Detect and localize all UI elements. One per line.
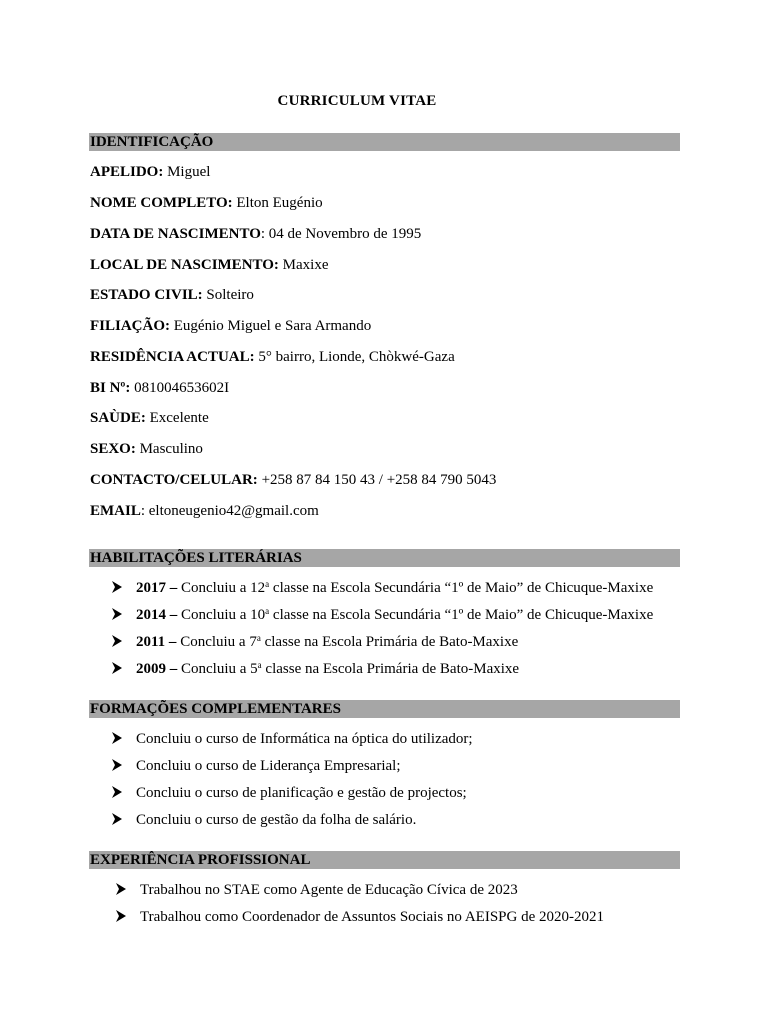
field-value: Excelente (145, 410, 209, 426)
item-text: Concluiu o curso de Informática na óptica do utilizador; (136, 731, 473, 747)
item-text: classe na Escola Primária de Bato-Maxixe (261, 661, 520, 677)
list-item (112, 633, 518, 651)
arrow-bullet-icon (112, 813, 122, 825)
section-heading-habilitacoes: HABILITAÇÕES LITERÁRIAS (89, 549, 680, 567)
field-data-nascimento (90, 225, 421, 243)
arrow-bullet-icon (112, 581, 122, 593)
section-heading-identificacao: IDENTIFICAÇÃO (89, 133, 680, 151)
field-label: FILIAÇÃO: (90, 318, 171, 334)
list-item (116, 908, 604, 926)
field-local-nascimento (90, 256, 329, 274)
field-label: LOCAL DE NASCIMENTO: (90, 257, 279, 273)
field-value: : 04 de Novembro de 1995 (260, 226, 422, 242)
field-label: SEXO: (90, 441, 136, 457)
arrow-bullet-icon (112, 635, 122, 647)
item-year: 2017 – (136, 580, 178, 596)
field-value: 5° bairro, Lionde, Chòkwé-Gaza (254, 349, 455, 365)
section-heading-experiencia: EXPERIÊNCIA PROFISSIONAL (89, 851, 680, 869)
field-label: DATA DE NASCIMENTO (90, 226, 261, 242)
field-email (90, 502, 319, 520)
section-heading-formacoes: FORMAÇÕES COMPLEMENTARES (89, 700, 680, 718)
field-label: EMAIL (90, 503, 141, 519)
field-value: Solteiro (202, 287, 254, 303)
item-text: classe na Escola Secundária “1º de Maio” de Chicuque-Maxixe (269, 607, 654, 623)
item-text: Concluiu o curso de gestão da folha de salário. (136, 812, 417, 828)
field-nome-completo (90, 194, 323, 212)
arrow-bullet-icon (112, 759, 122, 771)
list-item (116, 881, 518, 899)
field-saude (90, 409, 209, 427)
item-text: Concluiu a 10 (177, 607, 266, 623)
field-value: Miguel (163, 164, 211, 180)
item-text: Concluiu a 5 (177, 661, 258, 677)
field-label: APELIDO: (90, 164, 164, 180)
field-sexo (90, 440, 203, 458)
arrow-bullet-icon (116, 910, 126, 922)
field-value: Maxixe (278, 257, 329, 273)
field-label: CONTACTO/CELULAR: (90, 472, 258, 488)
field-value: Eugénio Miguel e Sara Armando (170, 318, 372, 334)
field-filiacao (90, 317, 371, 335)
field-value: Elton Eugénio (232, 195, 323, 211)
item-text: Trabalhou como Coordenador de Assuntos Sociais no AEISPG de 2020-2021 (140, 909, 605, 925)
arrow-bullet-icon (116, 883, 126, 895)
item-superscript: a (257, 660, 262, 670)
field-residencia (90, 348, 455, 366)
list-item (112, 730, 473, 748)
item-text: Concluiu o curso de Liderança Empresarial; (136, 758, 401, 774)
field-label: NOME COMPLETO: (90, 195, 233, 211)
field-value: 081004653602I (130, 380, 230, 396)
list-item (112, 811, 416, 829)
field-apelido (90, 163, 210, 181)
item-text: Concluiu a 7 (176, 634, 257, 650)
item-text: Concluiu o curso de planificação e gestão de projectos; (136, 785, 467, 801)
list-item (112, 660, 519, 678)
field-value: Masculino (135, 441, 203, 457)
item-superscript: a (265, 606, 270, 616)
item-text: Concluiu a 12 (177, 580, 266, 596)
field-bi (90, 379, 229, 397)
item-text: Trabalhou no STAE como Agente de Educação Cívica de 2023 (140, 882, 518, 898)
document-title: CURRICULUM VITAE (277, 93, 437, 109)
list-item (112, 579, 653, 597)
item-superscript: a (265, 579, 270, 589)
field-label: RESIDÊNCIA ACTUAL: (90, 349, 255, 365)
arrow-bullet-icon (112, 608, 122, 620)
item-year: 2009 – (136, 661, 178, 677)
item-year: 2014 – (136, 607, 178, 623)
field-label: ESTADO CIVIL: (90, 287, 203, 303)
arrow-bullet-icon (112, 786, 122, 798)
arrow-bullet-icon (112, 732, 122, 744)
list-item (112, 784, 467, 802)
field-contacto (90, 471, 496, 489)
field-value: +258 87 84 150 43 / +258 84 790 5043 (257, 472, 497, 488)
item-year: 2011 – (136, 634, 177, 650)
field-label: SAÙDE: (90, 410, 146, 426)
field-label: BI Nº: (90, 380, 131, 396)
arrow-bullet-icon (112, 662, 122, 674)
list-item (112, 757, 401, 775)
field-estado-civil (90, 286, 254, 304)
list-item (112, 606, 653, 624)
item-text: classe na Escola Secundária “1º de Maio” de Chicuque-Maxixe (269, 580, 654, 596)
item-superscript: a (256, 633, 261, 643)
field-value: : eltoneugenio42@gmail.com (140, 503, 319, 519)
item-text: classe na Escola Primária de Bato-Maxixe (260, 634, 519, 650)
